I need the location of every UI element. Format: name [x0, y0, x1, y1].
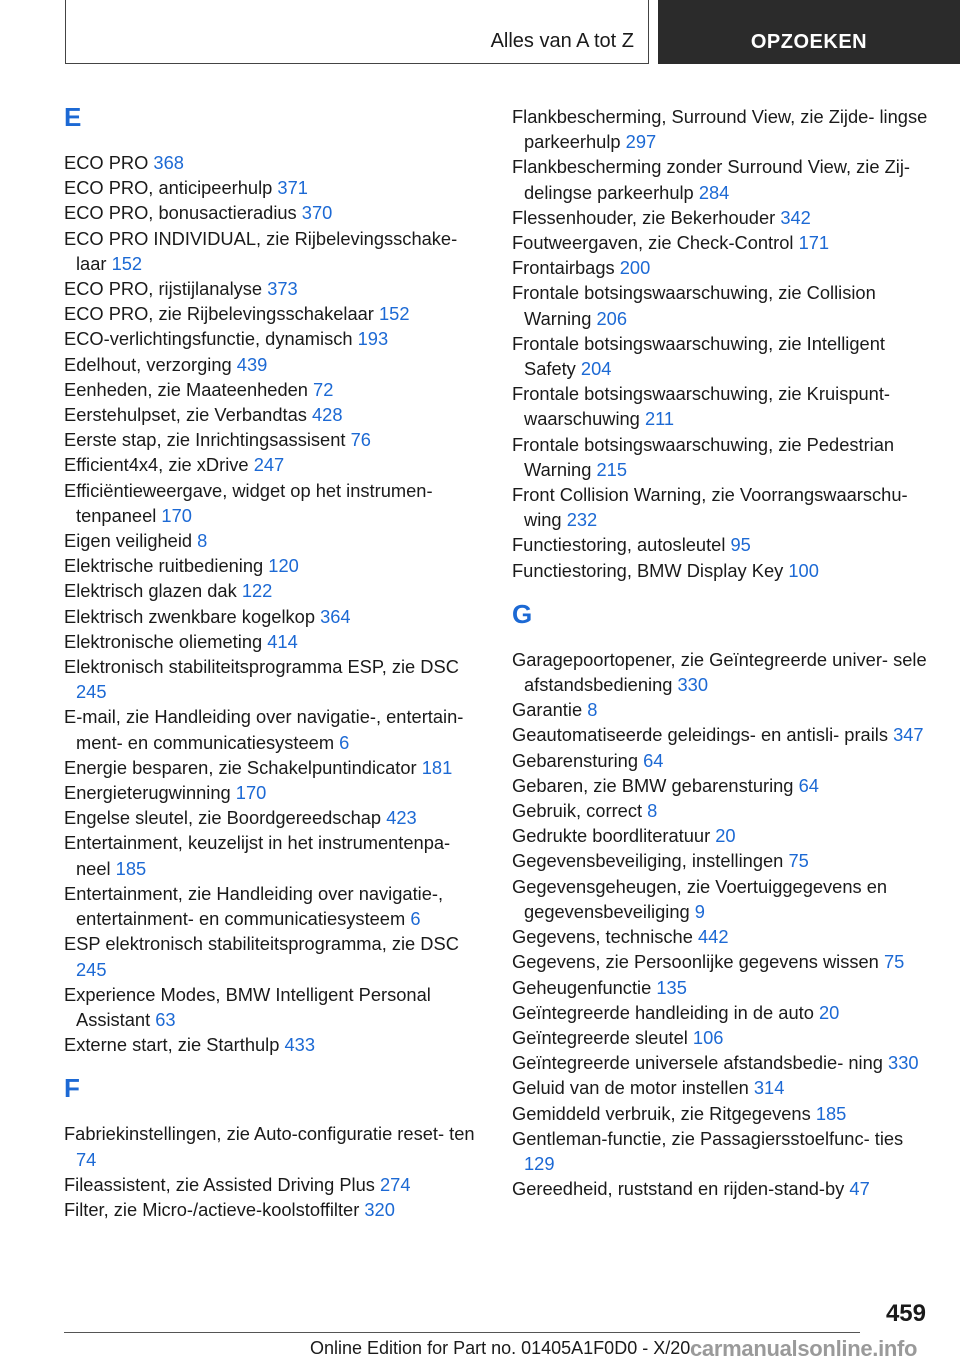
index-entry-text: ECO PRO [64, 152, 149, 173]
page-reference-link[interactable]: 135 [656, 976, 687, 998]
page-reference-link[interactable]: 247 [253, 454, 285, 476]
index-entry [512, 874, 932, 924]
index-entry [64, 175, 484, 200]
page-reference-link[interactable]: 342 [780, 206, 811, 228]
index-entry-text: Gebarensturing [512, 749, 639, 771]
index-entry [64, 150, 484, 175]
index-entry [64, 805, 484, 830]
page-reference-link[interactable]: 330 [888, 1052, 919, 1074]
page-reference-link[interactable]: 245 [76, 681, 107, 703]
index-entry [512, 432, 932, 482]
index-entry-text: ECO PRO, zie Rijbelevingsschakelaar [64, 303, 374, 325]
index-entry-text: Elektrisch glazen dak [64, 580, 237, 602]
index-entry [64, 276, 484, 301]
index-column-right [512, 104, 932, 1201]
page-reference-link[interactable]: 122 [241, 580, 273, 602]
page-reference-link[interactable]: 274 [380, 1173, 411, 1195]
page-reference-link[interactable]: 9 [694, 900, 705, 922]
index-entry-text: Flankbescherming, Surround View, zie Zijde‐ lingse parkeerhulp [512, 106, 928, 153]
page-reference-link[interactable]: 206 [596, 307, 628, 329]
page-reference-link[interactable]: 185 [115, 857, 147, 879]
index-entry-text: Flessenhouder, zie Bekerhouder [512, 206, 776, 228]
index-entry-text: Geïntegreerde sleutel [512, 1026, 688, 1048]
index-entry-text: Gegevens, zie Persoonlijke gegevens wissen [512, 951, 879, 973]
index-entry-text: Eenheden, zie Maateenheden [64, 378, 308, 400]
index-entry-text: Geautomatiseerde geleidings- en antisli‐ prails [512, 724, 888, 746]
page-reference-link[interactable]: 170 [161, 504, 192, 526]
index-entry [512, 532, 932, 557]
index-entry-text: Eerstehulpset, zie Verbandtas [64, 404, 307, 426]
index-entry [512, 697, 932, 722]
index-entry [512, 205, 932, 230]
page-reference-link[interactable]: 8 [197, 530, 208, 552]
page-reference-link[interactable]: 204 [580, 358, 612, 380]
index-entry [64, 326, 484, 351]
index-entry [512, 1025, 932, 1050]
page-reference-link[interactable]: 20 [818, 1001, 840, 1023]
index-entry-text: Elektrisch zwenkbare kogelkop [64, 605, 315, 627]
index-entry [512, 255, 932, 280]
page-reference-link[interactable]: 8 [647, 800, 658, 822]
index-entry-text: Geïntegreerde universele afstandsbedie‐ ning [512, 1052, 883, 1074]
index-entry [512, 230, 932, 255]
index-entry [64, 1121, 484, 1171]
page-reference-link[interactable]: 373 [267, 278, 298, 300]
page-reference-link[interactable]: 193 [357, 328, 389, 350]
index-entry [64, 452, 484, 477]
index-entry [64, 830, 484, 880]
page-reference-link[interactable]: 370 [301, 202, 333, 224]
index-entry-text: Foutweergaven, zie Check-Control [512, 232, 794, 254]
index-entry [64, 931, 484, 981]
index-entry-text: Functiestoring, autosleutel [512, 534, 726, 556]
index-entry-text: Eerste stap, zie Inrichtingsassisent [64, 429, 346, 451]
index-entry-text: ECO PRO, rijstijlanalyse [64, 278, 263, 300]
index-entry-text: Fabriekinstellingen, zie Auto-configuratie reset‐ ten [64, 1123, 475, 1145]
index-entry [512, 1176, 932, 1201]
index-entry-text: Efficient4x4, zie xDrive [64, 454, 249, 476]
index-entry-text: Front Collision Warning, zie Voorrangswaarschu‐ wing [512, 484, 908, 531]
index-entry [512, 1075, 932, 1100]
index-entry [512, 1000, 932, 1025]
index-entry [512, 924, 932, 949]
page-reference-link[interactable]: 106 [692, 1026, 724, 1048]
index-letter-heading: F [64, 1073, 80, 1104]
index-letter-heading: G [512, 598, 533, 629]
index-entry-text: Energieterugwinning [64, 782, 231, 804]
index-entry-text: ECO PRO, anticipeerhulp [64, 177, 273, 199]
page-reference-link[interactable]: 423 [386, 807, 417, 829]
index-entry [64, 478, 484, 528]
section-title[interactable]: Alles van A tot Z [490, 30, 634, 52]
page-reference-link[interactable]: 64 [798, 774, 819, 796]
index-entry [64, 578, 484, 603]
index-entry-text: Gegevens, technische [512, 926, 693, 948]
page-reference-link[interactable]: 428 [311, 404, 343, 426]
index-entry-text: Fileassistent, zie Assisted Driving Plus [64, 1173, 375, 1195]
index-entry-text: Garagepoortopener, zie Geïntegreerde univer‐ sele afstandsbediening [512, 648, 927, 696]
index-entry [64, 982, 484, 1032]
page-reference-link[interactable]: 368 [153, 152, 184, 173]
index-entry [512, 798, 932, 823]
index-entry-text: Externe start, zie Starthulp [64, 1034, 280, 1056]
index-entry [64, 629, 484, 654]
index-entry-text: Gebruik, correct [512, 800, 643, 822]
page-reference-link[interactable]: 152 [378, 303, 410, 325]
index-column-left [64, 100, 484, 1222]
index-letter-heading: E [64, 102, 82, 132]
index-entry-text: Experience Modes, BMW Intelligent Personal Assistant [64, 983, 431, 1030]
index-entry [64, 226, 484, 276]
page-reference-link[interactable]: 232 [566, 509, 598, 531]
page-reference-link[interactable]: 20 [715, 825, 736, 847]
page-reference-link[interactable]: 442 [698, 926, 729, 948]
index-entry [64, 200, 484, 225]
page-reference-link[interactable]: 433 [284, 1034, 316, 1056]
index-entry [64, 604, 484, 629]
index-entry [64, 1032, 484, 1057]
page-reference-link[interactable]: 72 [313, 378, 334, 400]
index-entry-text: Frontale botsingswaarschuwing, zie Collision Warning [512, 282, 876, 329]
page-reference-link[interactable]: 439 [236, 353, 268, 375]
page-reference-link[interactable]: 211 [644, 408, 675, 430]
index-entry-text: Gebaren, zie BMW gebarensturing [512, 774, 794, 796]
index-entry [64, 352, 484, 377]
page-reference-link[interactable]: 120 [268, 555, 299, 577]
index-entry-text: Elektronische oliemeting [64, 630, 263, 652]
page-reference-link[interactable]: 6 [410, 908, 421, 930]
index-entry-text: Geluid van de motor instellen [512, 1077, 749, 1099]
page-reference-link[interactable]: 75 [788, 850, 809, 872]
page-reference-link[interactable]: 129 [524, 1152, 555, 1174]
index-entry [512, 1101, 932, 1126]
index-entry [64, 427, 484, 452]
page-reference-link[interactable]: 314 [753, 1077, 785, 1099]
page-reference-link[interactable]: 297 [625, 131, 657, 153]
page-reference-link[interactable]: 47 [849, 1178, 870, 1200]
index-entry-text: Efficiëntieweergave, widget op het instrumen‐ tenpaneel [64, 479, 433, 526]
index-entry [64, 402, 484, 427]
page-reference-link[interactable]: 75 [883, 951, 905, 973]
page-reference-link[interactable]: 171 [798, 232, 830, 254]
index-entry [512, 647, 932, 697]
index-entry-text: ECO PRO INDIVIDUAL, zie Rijbelevingsschake‐ laar [64, 227, 458, 274]
page-reference-link[interactable]: 414 [267, 630, 298, 652]
page-reference-link[interactable]: 245 [76, 958, 107, 980]
index-entry-text: Elektrische ruitbediening [64, 555, 264, 577]
index-entry [512, 1126, 932, 1176]
index-entry-text: Flankbescherming zonder Surround View, zie Zij‐ delingse parkeerhulp [512, 156, 910, 203]
index-entry [512, 104, 932, 154]
index-entry-text: Frontale botsingswaarschuwing, zie Kruispunt‐ waarschuwing [512, 383, 890, 430]
index-entry [512, 331, 932, 381]
index-entry-text: Entertainment, zie Handleiding over navigatie-, entertainment- en communicatiesysteem [64, 882, 444, 930]
index-entry-text: Filter, zie Micro-/actieve-koolstoffilter [64, 1198, 360, 1220]
index-entry-text: Gegevensgeheugen, zie Voertuiggegevens en gegevensbeveiliging [512, 875, 888, 922]
index-entry [64, 881, 484, 931]
index-entry-text: Entertainment, keuzelijst in het instrumentenpa‐ neel [64, 832, 451, 879]
index-entry [512, 1050, 932, 1075]
index-entry-text: Energie besparen, zie Schakelpuntindicator [64, 756, 417, 778]
page-reference-link[interactable]: 8 [587, 699, 598, 721]
index-entry-text: Gegevensbeveiliging, instellingen [512, 850, 784, 872]
page-reference-link[interactable]: 95 [730, 534, 751, 556]
watermark-logo: carmanualsonline.info [690, 1336, 918, 1361]
page-reference-link[interactable]: 284 [698, 181, 730, 203]
page-reference-link[interactable]: 6 [339, 731, 350, 753]
index-entry [64, 528, 484, 553]
index-entry-text: Gentleman-functie, zie Passagiersstoelfunc‐ ties [512, 1127, 904, 1149]
page-reference-link[interactable]: 74 [76, 1148, 97, 1170]
index-entry [512, 773, 932, 798]
index-entry-text: Geheugenfunctie [512, 976, 652, 998]
index-entry-text: Elektronisch stabiliteitsprogramma ESP, zie DSC [64, 656, 459, 678]
index-entry [512, 748, 932, 773]
index-entry-text: Engelse sleutel, zie Boordgereedschap [64, 807, 382, 829]
index-entry [64, 704, 484, 754]
index-entry [512, 154, 932, 204]
index-entry [512, 558, 932, 583]
index-entry [64, 553, 484, 578]
index-entry [512, 823, 932, 848]
page-reference-link[interactable]: 185 [815, 1102, 847, 1124]
page-header [0, 0, 960, 66]
index-entry-text: Frontale botsingswaarschuwing, zie Pedestrian Warning [512, 433, 895, 480]
index-entry [512, 280, 932, 330]
page-reference-link[interactable]: 371 [277, 177, 308, 199]
section-title-box [65, 0, 649, 64]
page-reference-link[interactable]: 364 [320, 605, 351, 627]
page-reference-link[interactable]: 76 [350, 429, 371, 451]
index-entry [512, 381, 932, 431]
footer-divider [64, 1332, 860, 1333]
index-entry [64, 377, 484, 402]
page-reference-link[interactable]: 200 [619, 257, 651, 279]
index-entry-text: Eigen veiligheid [64, 530, 193, 552]
index-entry [512, 722, 932, 747]
index-entry-text: Edelhout, verzorging [64, 353, 232, 375]
page-reference-link[interactable]: 181 [421, 756, 453, 778]
footer-edition-text: Online Edition for Part no. 01405A1F0D0 - X/20 [310, 1338, 691, 1358]
index-entry [64, 780, 484, 805]
page-reference-link[interactable]: 170 [235, 782, 267, 804]
page-reference-link[interactable]: 63 [155, 1008, 176, 1030]
index-entry [64, 755, 484, 780]
index-entry [512, 975, 932, 1000]
index-entry-text: Garantie [512, 699, 583, 721]
index-entry [64, 1172, 484, 1197]
index-entry [512, 848, 932, 873]
page-reference-link[interactable]: 347 [893, 724, 924, 746]
index-entry [512, 949, 932, 974]
index-entry [64, 301, 484, 326]
index-entry-text: ESP elektronisch stabiliteitsprogramma, zie DSC [64, 933, 459, 955]
index-entry [64, 654, 484, 704]
page-number: 459 [885, 1300, 926, 1327]
index-entry-text: ECO-verlichtingsfunctie, dynamisch [64, 328, 353, 350]
page-reference-link[interactable]: 320 [364, 1198, 395, 1220]
index-entry-text: Gereedheid, ruststand en rijden-stand-by [512, 1178, 845, 1200]
index-entry-text: Functiestoring, BMW Display Key [512, 559, 784, 581]
page-reference-link[interactable]: 330 [677, 674, 709, 696]
index-entry-text: Gedrukte boordliteratuur [512, 825, 711, 847]
page-reference-link[interactable]: 152 [111, 252, 143, 274]
index-entry-text: Frontairbags [512, 257, 615, 279]
page-reference-link[interactable]: 215 [596, 458, 628, 480]
index-entry [64, 1197, 484, 1222]
index-entry-text: Gemiddeld verbruik, zie Ritgegevens [512, 1102, 811, 1124]
index-entry-text: ECO PRO, bonusactieradius [64, 202, 297, 224]
index-entry [512, 482, 932, 532]
page-reference-link[interactable]: 100 [788, 559, 819, 581]
opzoeken-tab[interactable]: OPZOEKEN [658, 0, 960, 64]
index-entry-text: E-mail, zie Handleiding over navigatie-, entertain‐ ment- en communicatiesysteem [64, 706, 464, 753]
index-entry-text: Geïntegreerde handleiding in de auto [512, 1001, 814, 1023]
page-reference-link[interactable]: 64 [643, 749, 664, 771]
index-entry-text: Frontale botsingswaarschuwing, zie Intelligent Safety [512, 332, 885, 380]
